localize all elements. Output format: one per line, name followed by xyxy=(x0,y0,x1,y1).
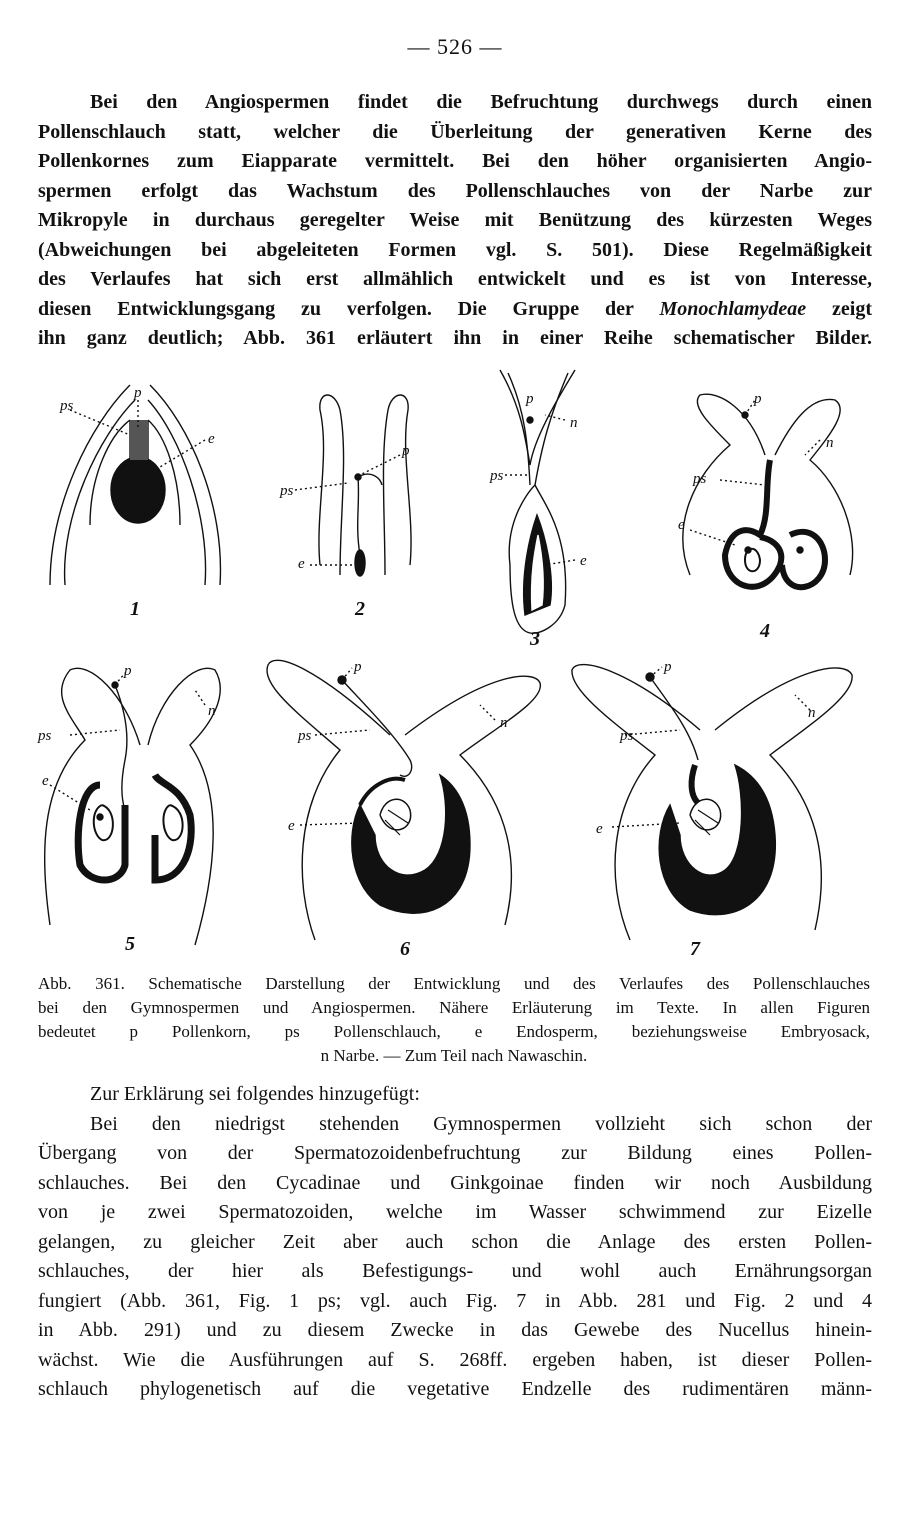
figure-4 xyxy=(678,391,853,642)
label-ps: ps xyxy=(280,483,294,499)
label-p: p xyxy=(402,443,410,459)
figure-number: 6 xyxy=(400,938,410,960)
text-line xyxy=(38,295,872,325)
label-e: e xyxy=(208,431,215,447)
page-number: — 526 — xyxy=(407,34,503,59)
figure-2 xyxy=(279,395,411,620)
text-line: Pollenkornes zum Eiapparate vermittelt. Bei den höher organisierten Angio- xyxy=(38,150,872,172)
figure-number: 4 xyxy=(760,620,770,642)
figure-pollen-tube-schemata xyxy=(30,365,880,965)
label-p: p xyxy=(664,659,672,675)
text-line: ihn ganz deutlich; Abb. 361 erläutert ihn in einer Reihe schematischer Bilder. xyxy=(38,327,872,349)
label-e: e xyxy=(298,556,305,572)
figure-number: 2 xyxy=(355,598,365,620)
figure-7 xyxy=(572,659,852,960)
text-line: schlauches. Bei den Cycadinae und Ginkgoinae finden wir noch Ausbildung xyxy=(38,1171,872,1194)
label-n: n xyxy=(570,415,578,431)
label-p: p xyxy=(526,391,534,407)
label-e: e xyxy=(596,821,603,837)
figure-3 xyxy=(489,370,587,650)
text-line: Pollenschlauch statt, welcher die Überleitung der generativen Kerne des xyxy=(38,120,872,143)
caption-line: Abb. 361. Schematische Darstellung der Entwicklung und des Verlaufes des Pollenschlauches xyxy=(38,974,870,993)
label-p: p xyxy=(124,663,132,679)
text-line: fungiert (Abb. 361, Fig. 1 ps; vgl. auch Fig. 7 in Abb. 281 und Fig. 2 und 4 xyxy=(38,1289,872,1312)
section-heading: Zur Erklärung sei folgendes hinzugefügt: xyxy=(90,1083,420,1105)
label-n: n xyxy=(208,703,216,719)
label-e: e xyxy=(288,818,295,834)
label-ps: ps xyxy=(620,728,634,744)
intro-paragraph xyxy=(38,88,872,354)
text-line: wächst. Wie die Ausführungen auf S. 268ff. ergeben haben, ist dieser Pollen- xyxy=(38,1348,872,1371)
text-line: (Abweichungen bei abgeleiteten Formen vgl. S. 501). Diese Regelmäßigkeit xyxy=(38,238,872,261)
text-line: des Verlaufes hat sich erst allmählich entwickelt und es ist von Interesse, xyxy=(38,268,872,290)
label-ps: ps xyxy=(38,728,52,744)
text-line: gelangen, zu gleicher Zeit aber auch schon die Anlage des ersten Pollen- xyxy=(38,1230,872,1253)
figure-caption xyxy=(38,972,870,1068)
label-p: p xyxy=(134,385,142,401)
label-n: n xyxy=(808,705,816,721)
figure-5 xyxy=(37,663,220,955)
figure-number: 3 xyxy=(530,628,540,650)
label-n: n xyxy=(826,435,834,451)
text-line: Mikropyle in durchaus geregelter Weise mit Benützung des kürzesten Weges xyxy=(38,209,872,231)
figure-6 xyxy=(267,659,540,960)
text-line: in Abb. 291) und zu diesem Zwecke in das Gewebe des Nucellus hinein- xyxy=(38,1319,872,1341)
label-ps: ps xyxy=(298,728,312,744)
label-e: e xyxy=(678,517,685,533)
caption-line: n Narbe. — Zum Teil nach Nawaschin. xyxy=(320,1046,588,1065)
figure-number: 7 xyxy=(690,938,700,960)
figure-number: 1 xyxy=(130,598,140,620)
text-line: von je zwei Spermatozoiden, welche im Wasser schwimmend zur Eizelle xyxy=(38,1201,872,1223)
text-line: schlauches, der hier als Befestigungs- und wohl auch Ernährungsorgan xyxy=(38,1260,872,1282)
label-n: n xyxy=(500,715,508,731)
text-line: spermen erfolgt das Wachstum des Pollenschlauches von der Narbe zur xyxy=(38,179,872,202)
figure-number: 5 xyxy=(125,933,135,955)
text-fragment: zeigt xyxy=(832,297,873,320)
text-line: schlauch phylogenetisch auf die vegetative Endzelle des rudimentären männ- xyxy=(38,1378,872,1400)
text-line: Bei den Angiospermen findet die Befruchtung durchwegs durch einen xyxy=(90,91,872,113)
text-line: Übergang von der Spermatozoidenbefruchtung zur Bildung eines Pollen- xyxy=(38,1142,872,1164)
label-ps: ps xyxy=(693,471,707,487)
taxon-name: Monochlamydeae xyxy=(659,297,807,320)
label-p: p xyxy=(354,659,362,675)
text-fragment: diesen Entwicklungsgang zu verfolgen. Die Gruppe der xyxy=(38,297,634,320)
caption-line: bedeutet p Pollenkorn, ps Pollenschlauch, e Endosperm, beziehungsweise Embryosack, xyxy=(38,1022,870,1041)
text-line: Bei den niedrigst stehenden Gymnospermen vollzieht sich schon der xyxy=(90,1112,872,1135)
body-paragraph xyxy=(38,1080,872,1405)
figure-1 xyxy=(50,385,220,620)
label-e: e xyxy=(580,553,587,569)
label-ps: ps xyxy=(490,468,504,484)
label-p: p xyxy=(754,391,762,407)
caption-line: bei den Gymnospermen und Angiospermen. Nähere Erläuterung im Texte. In allen Figuren xyxy=(38,998,870,1017)
label-e: e xyxy=(42,773,49,789)
label-ps: ps xyxy=(60,398,74,414)
